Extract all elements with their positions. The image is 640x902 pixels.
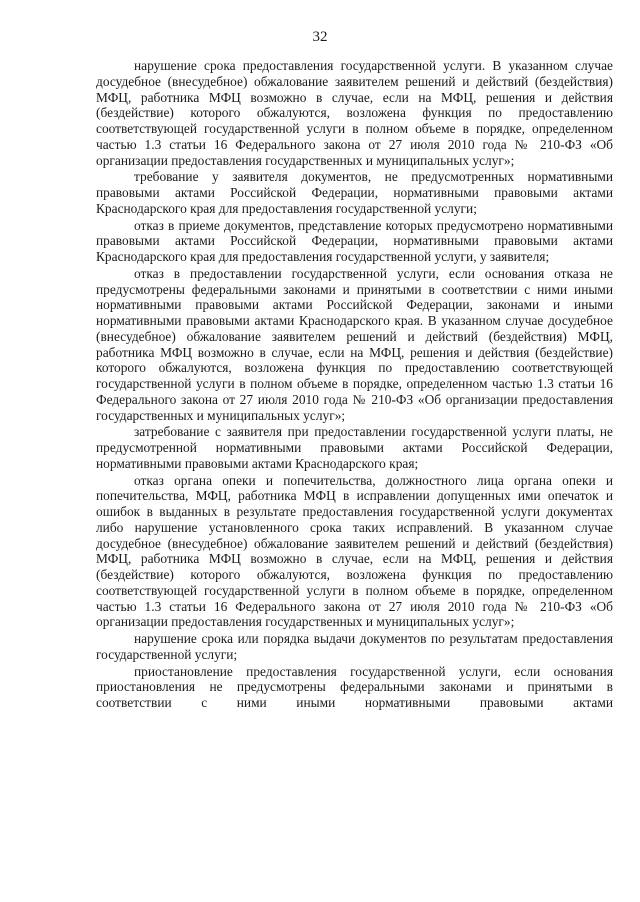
- paragraph-4: отказ в предоставлении государственной услуги, если основания отказа не предусмотрены федеральными законами и принятыми в соответствии с ними иными нормативными правовыми актами Российской Федерации, законами и иными нормативными правовыми актами Краснодарского края. В указанном случае досудебное (внесудебное) обжалование заявителем решений и действий (бездействия) МФЦ, работника МФЦ возможно в случае, если на МФЦ, решения и действия (бездействие) которого обжалуются, возложена функция по предоставлению соответствующей государственной услуги в полном объеме в порядке, определенном частью 1.3 статьи 16 Федерального закона от 27 июля 2010 года № 210-ФЗ «Об организации предоставления государственных и муниципальных услуг»;: [96, 265, 613, 423]
- paragraph-2: требование у заявителя документов, не предусмотренных нормативными правовыми актами Российской Федерации, нормативными правовыми актами Краснодарского края для предоставления государственной услуги;: [96, 169, 613, 216]
- page-number: 32: [312, 29, 328, 45]
- paragraph-7: нарушение срока или порядка выдачи документов по результатам предоставления государственной услуги;: [96, 631, 613, 662]
- paragraph-3: отказ в приеме документов, представление которых предусмотрено нормативными правовыми актами Российской Федерации, нормативными правовыми актами Краснодарского края для предоставления государственной услуги, у заявителя;: [96, 217, 613, 264]
- paragraph-5: затребование с заявителя при предоставлении государственной услуги платы, не предусмотренной нормативными правовыми актами Российской Федерации, нормативными правовыми актами Краснодарского края;: [96, 424, 613, 471]
- paragraph-6: отказ органа опеки и попечительства, должностного лица органа опеки и попечительства, МФЦ, работника МФЦ в исправлении допущенных ими опечаток и ошибок в выданных в результате предоставления государственной услуги документах либо нарушение установленного срока таких исправлений. В указанном случае досудебное (внесудебное) обжалование заявителем решений и действий (бездействия) МФЦ, работника МФЦ возможно в случае, если на МФЦ, решения и действия (бездействие) которого обжалуются, возложена функция по предоставлению соответствующей государственной услуги в полном объеме в порядке, определенном частью 1.3 статьи 16 Федерального закона от 27 июля 2010 года № 210-ФЗ «Об организации предоставления государственных и муниципальных услуг»;: [96, 472, 613, 630]
- paragraph-1: нарушение срока предоставления государственной услуги. В указанном случае досудебное (внесудебное) обжалование заявителем решений и действий (бездействия) МФЦ, работника МФЦ возможно в случае, если на МФЦ, решения и действия (бездействие) которого обжалуются, возложена функция по предоставлению соответствующей государственной услуги в полном объеме в порядке, определенном частью 1.3 статьи 16 Федерального закона от 27 июля 2010 года № 210-ФЗ «Об организации предоставления государственных и муниципальных услуг»;: [96, 58, 613, 168]
- document-body: [96, 58, 613, 712]
- paragraph-8: приостановление предоставления государственной услуги, если основания приостановления не предусмотрены федеральными законами и принятыми в соответствии с ними иными нормативными правовыми актами: [96, 663, 613, 710]
